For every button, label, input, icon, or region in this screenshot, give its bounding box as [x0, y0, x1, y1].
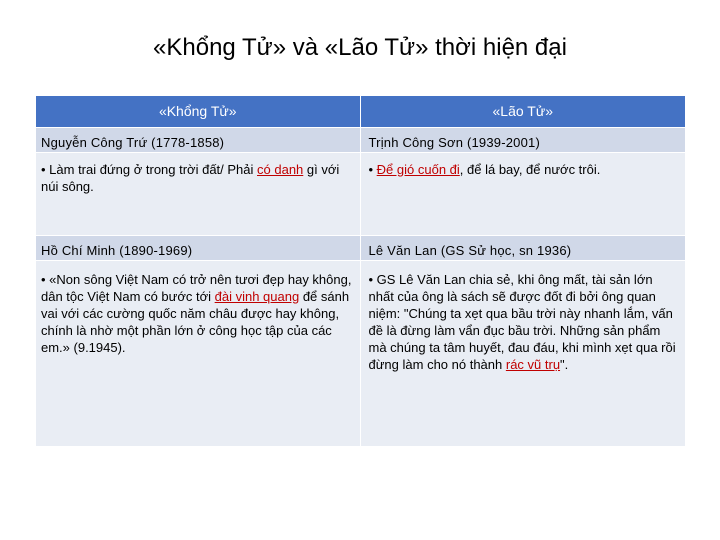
table-row: [36, 152, 685, 235]
quote-text: ".: [560, 356, 569, 372]
quote-text: •: [368, 161, 377, 177]
table-header-row: [36, 96, 685, 127]
header-lao-tu: «Lão Tử»: [360, 96, 685, 127]
quote-text: , để lá bay, để nước trôi.: [459, 161, 601, 177]
highlight-phrase: rác vũ trụ: [505, 356, 561, 372]
quote-text: gì với núi sông.: [41, 161, 340, 194]
comparison-table: [36, 96, 685, 446]
slide-title: «Khổng Tử» và «Lão Tử» thời hiện đại: [153, 34, 567, 61]
person-name-cell: Nguyễn Công Trứ (1778-1858): [36, 127, 360, 152]
highlight-phrase: có danh: [257, 161, 304, 177]
table-row: [36, 235, 685, 260]
quote-cell: [360, 152, 685, 235]
highlight-phrase: đài vinh quang: [214, 288, 300, 304]
header-khong-tu: «Khổng Tử»: [36, 96, 360, 127]
person-name-cell: Hồ Chí Minh (1890-1969): [36, 235, 360, 260]
person-name-cell: Lê Văn Lan (GS Sử học, sn 1936): [360, 235, 685, 260]
quote-text: • GS Lê Văn Lan chia sẻ, khi ông mất, tài sản lớn nhất của ông là sách sẽ được đốt đi bởi ông quan niệm: "Chúng ta xẹt qua bầu trời này nhanh lắm, vấn đề là đừng làm vẩn đục bầu trời. Những sản phẩm mà chúng ta tâm huyết, đau đáu, khi mình xẹt qua rồi đừng làm cho nó thành: [368, 271, 676, 372]
highlight-phrase: Để gió cuốn đi: [376, 161, 460, 177]
quote-cell: [36, 260, 360, 446]
table-row: [36, 127, 685, 152]
quote-text: • «Non sông Việt Nam có trở nên tươi đẹp hay không, dân tộc Việt Nam có bước tới: [41, 271, 352, 304]
quote-text: • Làm trai đứng ở trong trời đất/ Phải: [41, 161, 258, 177]
quote-cell: [360, 260, 685, 446]
table-row: [36, 260, 685, 446]
quote-cell: [36, 152, 360, 235]
quote-text: để sánh vai với các cường quốc năm châu được hay không, chính là nhờ một phần lớn ở công học tập của các em.» (9.1945).: [41, 288, 350, 355]
person-name-cell: Trịnh Công Sơn (1939-2001): [360, 127, 685, 152]
